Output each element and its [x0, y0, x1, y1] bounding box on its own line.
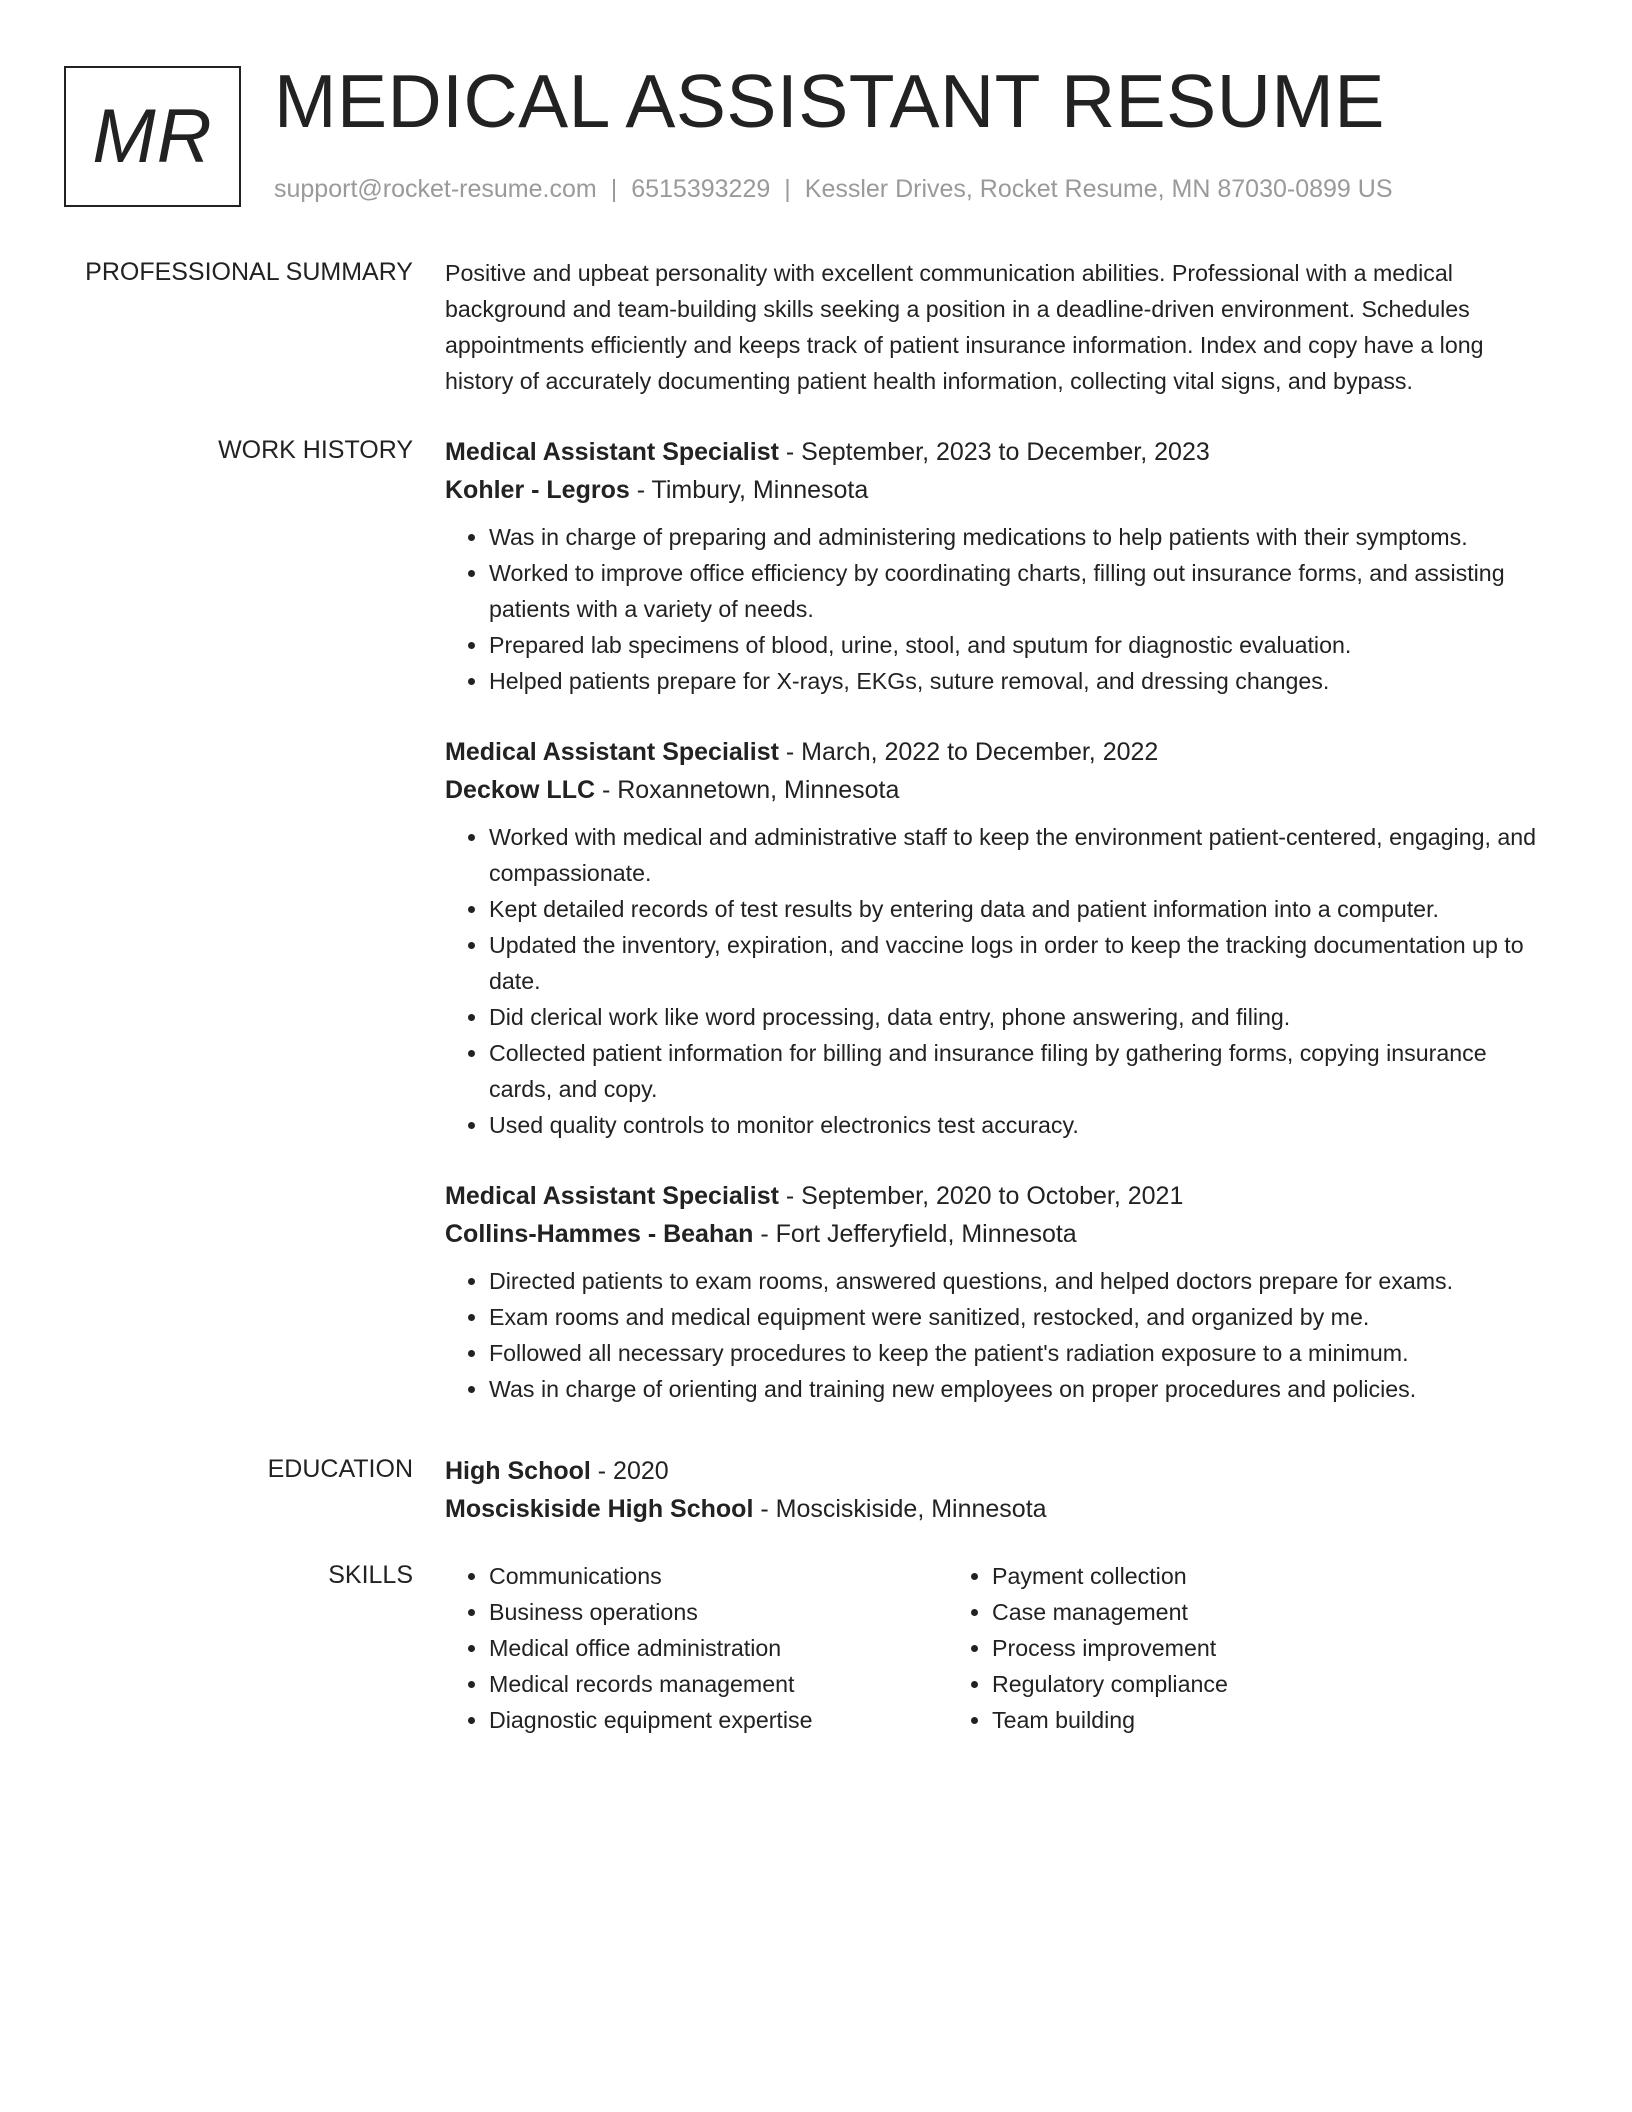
monogram-initials: MR [92, 94, 213, 179]
contact-separator: | [784, 175, 791, 203]
job-bullet: • Was in charge of orienting and training new employees on proper procedures and policies. [489, 1371, 1550, 1407]
skills-columns [445, 1558, 1550, 1738]
job-entry [445, 433, 1550, 699]
education-degree: High School [445, 1457, 591, 1485]
resume-title: MEDICAL ASSISTANT RESUME [274, 59, 1385, 143]
education-location: - Mosciskiside, Minnesota [753, 1495, 1047, 1523]
contact-phone[interactable]: 6515393229 [631, 175, 771, 203]
contact-email[interactable]: support@rocket-resume.com [274, 175, 597, 203]
education-degree-line [445, 1452, 1550, 1490]
skill-item: • Payment collection [992, 1558, 1451, 1594]
job-bullet: • Updated the inventory, expiration, and vaccine logs in order to keep the tracking documentation up to date. [489, 927, 1550, 999]
education-year: - 2020 [590, 1457, 669, 1485]
section-label: SKILLS [328, 1561, 413, 1589]
job-location: - Fort Jefferyfield, Minnesota [753, 1220, 1077, 1248]
job-title-line [445, 1177, 1550, 1215]
job-entry [445, 733, 1550, 1143]
contact-line [274, 174, 1393, 204]
section-label: EDUCATION [267, 1455, 413, 1483]
job-bullet: • Kept detailed records of test results by entering data and patient information into a computer. [489, 891, 1550, 927]
contact-address: Kessler Drives, Rocket Resume, MN 87030-0899 US [804, 175, 1393, 203]
job-dates: - September, 2023 to December, 2023 [778, 438, 1210, 466]
skill-item: • Business operations [489, 1594, 948, 1630]
education-school: Mosciskiside High School [445, 1495, 754, 1523]
contact-separator: | [610, 175, 618, 203]
job-bullet: • Helped patients prepare for X-rays, EKGs, suture removal, and dressing changes. [489, 663, 1550, 699]
job-dates: - September, 2020 to October, 2021 [778, 1182, 1184, 1210]
skills-list-left [445, 1558, 948, 1738]
job-bullet: • Directed patients to exam rooms, answered questions, and helped doctors prepare for exams. [489, 1263, 1550, 1299]
job-bullet: • Worked with medical and administrative staff to keep the environment patient-centered, engaging, and compassionate. [489, 819, 1550, 891]
job-bullet: • Used quality controls to monitor electronics test accuracy. [489, 1107, 1550, 1143]
job-bullets [445, 1263, 1550, 1407]
job-title: Medical Assistant Specialist [445, 438, 779, 466]
job-title: Medical Assistant Specialist [445, 1182, 779, 1210]
job-company-line [445, 1215, 1550, 1253]
job-title: Medical Assistant Specialist [445, 738, 779, 766]
skill-item: • Medical office administration [489, 1630, 948, 1666]
skill-item: • Process improvement [992, 1630, 1451, 1666]
job-bullet: • Did clerical work like word processing, data entry, phone answering, and filing. [489, 999, 1550, 1035]
job-company-line [445, 771, 1550, 809]
skills-list-right [948, 1558, 1451, 1738]
job-location: - Roxannetown, Minnesota [595, 776, 900, 804]
job-bullet: • Followed all necessary procedures to keep the patient's radiation exposure to a minimum. [489, 1335, 1550, 1371]
job-company: Collins-Hammes - Beahan [445, 1220, 754, 1248]
job-title-line [445, 733, 1550, 771]
job-company: Kohler - Legros [445, 476, 630, 504]
skill-item: • Regulatory compliance [992, 1666, 1451, 1702]
section-label: PROFESSIONAL SUMMARY [85, 258, 413, 286]
education-school-line [445, 1490, 1550, 1528]
job-dates: - March, 2022 to December, 2022 [778, 738, 1159, 766]
skill-item: • Communications [489, 1558, 948, 1594]
job-company-line [445, 471, 1550, 509]
section-label: WORK HISTORY [218, 436, 413, 464]
job-bullet: • Prepared lab specimens of blood, urine, stool, and sputum for diagnostic evaluation. [489, 627, 1550, 663]
monogram-logo [64, 66, 241, 207]
jobs-list [445, 433, 1550, 1441]
job-company: Deckow LLC [445, 776, 596, 804]
job-title-line [445, 433, 1550, 471]
job-bullet: • Exam rooms and medical equipment were sanitized, restocked, and organized by me. [489, 1299, 1550, 1335]
skill-item: • Case management [992, 1594, 1451, 1630]
job-bullet: • Worked to improve office efficiency by coordinating charts, filling out insurance forms, and assisting patients with a variety of needs. [489, 555, 1550, 627]
job-location: - Timbury, Minnesota [629, 476, 869, 504]
job-entry [445, 1177, 1550, 1407]
job-bullet: • Collected patient information for billing and insurance filing by gathering forms, copying insurance cards, and copy. [489, 1035, 1550, 1107]
summary-text: Positive and upbeat personality with excellent communication abilities. Professional with a medical background and team-building skills seeking a position in a deadline-driven environment. Schedules appointments efficiently and keeps track of patient insurance information. Index and copy have a long history of accurately documenting patient health information, collecting vital signs, and bypass. [445, 260, 1484, 394]
skill-item: • Diagnostic equipment expertise [489, 1702, 948, 1738]
skill-item: • Team building [992, 1702, 1451, 1738]
skill-item: • Medical records management [489, 1666, 948, 1702]
job-bullets [445, 819, 1550, 1143]
job-bullet: • Was in charge of preparing and administering medications to help patients with their symptoms. [489, 519, 1550, 555]
job-bullets [445, 519, 1550, 699]
